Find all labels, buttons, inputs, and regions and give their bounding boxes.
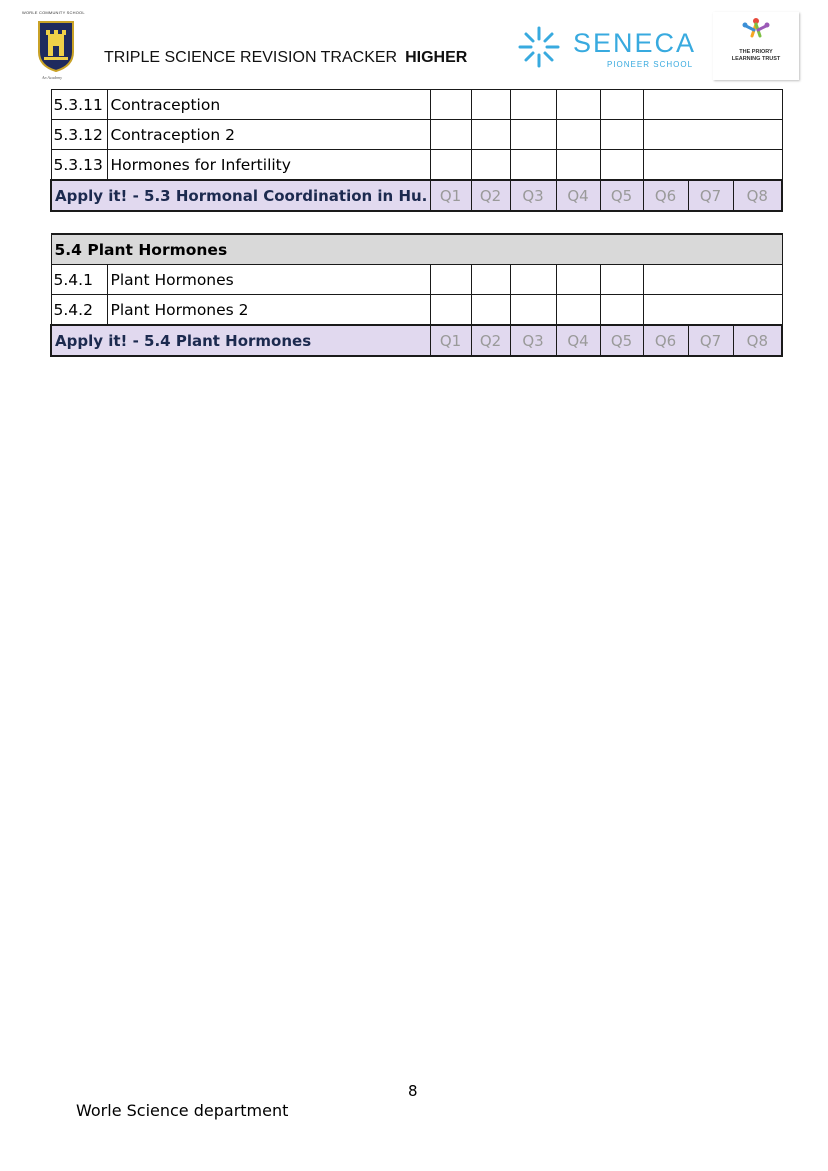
progress-cell[interactable]	[600, 90, 643, 120]
topic-code: 5.3.13	[51, 150, 107, 181]
topic-name: Plant Hormones 2	[107, 295, 430, 326]
question-cell-q5[interactable]: Q5	[600, 325, 643, 356]
topic-code: 5.3.11	[51, 90, 107, 120]
crest-subtitle: An Academy	[42, 75, 63, 80]
question-cell-q8[interactable]: Q8	[733, 180, 782, 211]
progress-cell[interactable]	[471, 150, 510, 181]
progress-cell[interactable]	[471, 295, 510, 326]
progress-cell[interactable]	[510, 150, 556, 181]
progress-cell[interactable]	[556, 150, 600, 181]
progress-cell-wide[interactable]	[643, 90, 782, 120]
topic-code: 5.3.12	[51, 120, 107, 150]
apply-it-label: Apply it! - 5.3 Hormonal Coordination in Hu.	[51, 180, 430, 211]
progress-cell[interactable]	[556, 120, 600, 150]
topic-code: 5.4.1	[51, 265, 107, 295]
table-row	[51, 295, 782, 326]
trust-name	[713, 49, 799, 63]
page-title	[104, 49, 467, 67]
progress-cell-wide[interactable]	[643, 295, 782, 326]
progress-cell[interactable]	[600, 150, 643, 181]
apply-it-row	[51, 180, 782, 211]
table-row	[51, 90, 782, 120]
topic-name: Plant Hormones	[107, 265, 430, 295]
school-name: WORLE COMMUNITY SCHOOL	[22, 10, 85, 15]
progress-cell[interactable]	[430, 150, 471, 181]
tracker-table-5-4	[50, 233, 783, 357]
topic-code: 5.4.2	[51, 295, 107, 326]
progress-cell[interactable]	[600, 265, 643, 295]
progress-cell[interactable]	[471, 90, 510, 120]
question-cell-q3[interactable]: Q3	[510, 180, 556, 211]
trust-name-line1: THE PRIORY	[739, 49, 773, 55]
question-cell-q1[interactable]: Q1	[430, 180, 471, 211]
progress-cell-wide[interactable]	[643, 265, 782, 295]
topic-name: Hormones for Infertility	[107, 150, 430, 181]
table-row	[51, 150, 782, 181]
section-title: 5.4 Plant Hormones	[51, 234, 782, 265]
question-cell-q2[interactable]: Q2	[471, 180, 510, 211]
trust-name-line2: LEARNING TRUST	[731, 56, 781, 62]
section-header-row	[51, 234, 782, 265]
progress-cell[interactable]	[556, 265, 600, 295]
tracker-table-5-3	[50, 89, 783, 212]
apply-it-label: Apply it! - 5.4 Plant Hormones	[51, 325, 430, 356]
seneca-subtitle: PIONEER SCHOOL	[607, 60, 694, 69]
seneca-logo-text: SENECA	[573, 28, 697, 58]
progress-cell-wide[interactable]	[643, 150, 782, 181]
progress-cell[interactable]	[600, 120, 643, 150]
question-cell-q5[interactable]: Q5	[600, 180, 643, 211]
topic-name: Contraception 2	[107, 120, 430, 150]
table-row	[51, 120, 782, 150]
seneca-star-icon	[517, 25, 561, 69]
progress-cell[interactable]	[510, 120, 556, 150]
question-cell-q4[interactable]: Q4	[556, 180, 600, 211]
footer-department: Worle Science department	[76, 1101, 289, 1120]
progress-cell[interactable]	[430, 265, 471, 295]
table-row	[51, 265, 782, 295]
progress-cell[interactable]	[430, 120, 471, 150]
tracker-title-text: TRIPLE SCIENCE REVISION TRACKER	[104, 49, 398, 66]
progress-cell[interactable]	[556, 90, 600, 120]
progress-cell[interactable]	[510, 90, 556, 120]
priory-trust-icon	[738, 16, 774, 46]
progress-cell[interactable]	[556, 295, 600, 326]
question-cell-q1[interactable]: Q1	[430, 325, 471, 356]
progress-cell[interactable]	[430, 90, 471, 120]
progress-cell-wide[interactable]	[643, 120, 782, 150]
question-cell-q8[interactable]: Q8	[733, 325, 782, 356]
question-cell-q6[interactable]: Q6	[643, 325, 688, 356]
progress-cell[interactable]	[471, 120, 510, 150]
progress-cell[interactable]	[510, 295, 556, 326]
question-cell-q2[interactable]: Q2	[471, 325, 510, 356]
progress-cell[interactable]	[600, 295, 643, 326]
question-cell-q4[interactable]: Q4	[556, 325, 600, 356]
progress-cell[interactable]	[430, 295, 471, 326]
level-label: HIGHER	[405, 49, 468, 66]
progress-cell[interactable]	[471, 265, 510, 295]
question-cell-q3[interactable]: Q3	[510, 325, 556, 356]
question-cell-q6[interactable]: Q6	[643, 180, 688, 211]
progress-cell[interactable]	[510, 265, 556, 295]
apply-it-row	[51, 325, 782, 356]
question-cell-q7[interactable]: Q7	[688, 325, 733, 356]
topic-name: Contraception	[107, 90, 430, 120]
question-cell-q7[interactable]: Q7	[688, 180, 733, 211]
priory-trust-logo	[713, 12, 799, 80]
page-number: 8	[408, 1082, 418, 1100]
school-crest-icon	[37, 20, 75, 72]
